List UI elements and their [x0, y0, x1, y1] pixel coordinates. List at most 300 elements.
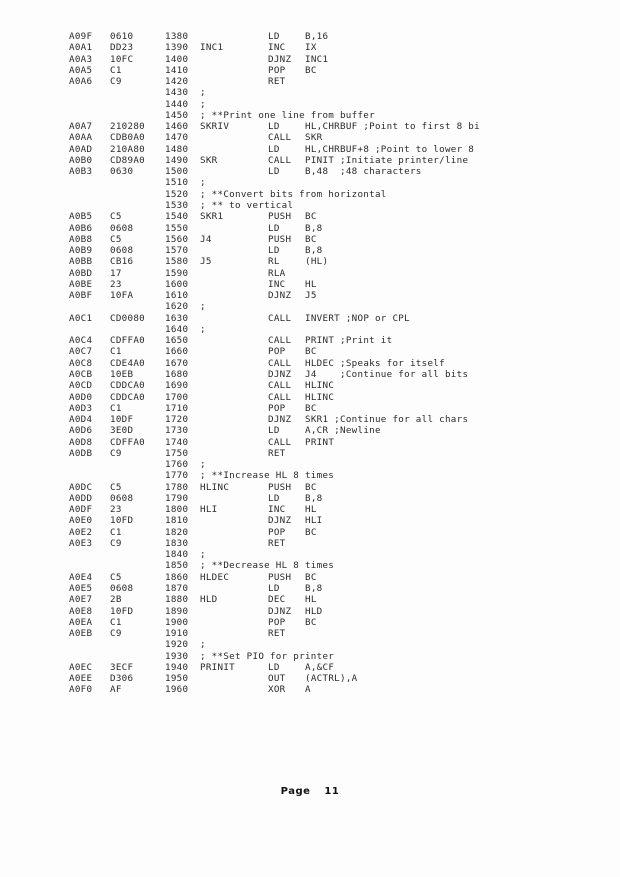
listing-line [0, 144, 620, 155]
memory-address: A0CD [69, 380, 93, 392]
opcode: LD [268, 222, 280, 234]
comment-text: ; **Print one line from buffer [200, 109, 375, 121]
line-number: 1610 [165, 290, 189, 302]
opcode: CALL [268, 436, 292, 448]
comment-text: ; [200, 301, 206, 313]
label-name: HLDEC [200, 571, 230, 583]
machine-code: CDB0A0 [110, 132, 145, 144]
opcode: CALL [268, 335, 292, 347]
listing-line [0, 380, 620, 391]
machine-code: AF [110, 684, 122, 696]
memory-address: A0F0 [69, 684, 93, 696]
opcode: PUSH [268, 481, 292, 493]
line-number: 1710 [165, 402, 189, 414]
opcode: LD [268, 661, 280, 673]
operands: PINIT ;Initiate printer/line [305, 154, 469, 166]
machine-code: C5 [110, 211, 122, 223]
label-name: HLI [200, 504, 218, 516]
opcode: RLA [268, 267, 286, 279]
listing-line [0, 437, 620, 448]
opcode: CALL [268, 357, 292, 369]
comment-text: ; [200, 87, 206, 99]
operands: PRINT [305, 436, 335, 448]
operands: BC [305, 233, 317, 245]
listing-line [0, 527, 620, 538]
machine-code: 10EB [110, 368, 134, 380]
listing-line [0, 673, 620, 684]
memory-address: A0B3 [69, 166, 93, 178]
machine-code: 10DF [110, 414, 134, 426]
opcode: PUSH [268, 211, 292, 223]
opcode: RET [268, 537, 286, 549]
line-number: 1620 [165, 301, 189, 313]
operands: BC [305, 64, 317, 76]
listing-line [0, 346, 620, 357]
memory-address: A0B8 [69, 233, 93, 245]
comment-text: ; ** to vertical [200, 199, 294, 211]
machine-code: 10FD [110, 515, 134, 527]
memory-address: A0DF [69, 504, 93, 516]
machine-code: CB16 [110, 256, 134, 268]
opcode: INC [268, 278, 286, 290]
machine-code: C1 [110, 526, 122, 538]
line-number: 1380 [165, 31, 189, 42]
line-number: 1830 [165, 537, 189, 549]
memory-address: A0E7 [69, 594, 93, 606]
operands: A,&CF [305, 661, 335, 673]
opcode: POP [268, 346, 286, 358]
machine-code: 10FA [110, 290, 134, 302]
label-name: SKR1 [200, 211, 224, 223]
comment-text: ; **Decrease HL 8 times [200, 560, 335, 572]
memory-address: A0B6 [69, 222, 93, 234]
label-name: J4 [200, 233, 212, 245]
operands: J5 [305, 290, 317, 302]
line-number: 1720 [165, 414, 189, 426]
memory-address: A0BF [69, 290, 93, 302]
listing-line [0, 155, 620, 166]
operands: J4 ;Continue for all bits [305, 368, 469, 380]
line-number: 1430 [165, 87, 189, 99]
listing-line [0, 572, 620, 583]
memory-address: A0EB [69, 628, 93, 640]
memory-address: A0DD [69, 492, 93, 504]
line-number: 1860 [165, 571, 189, 583]
listing-line [0, 87, 620, 98]
line-number: 1680 [165, 368, 189, 380]
listing-line [0, 639, 620, 650]
line-number: 1510 [165, 177, 189, 189]
comment-text: ; [200, 459, 206, 471]
operands: SKR1 ;Continue for all chars [305, 414, 469, 426]
machine-code: C5 [110, 233, 122, 245]
page-footer [0, 786, 620, 797]
machine-code: 0608 [110, 245, 134, 257]
listing-line [0, 42, 620, 53]
line-number: 1760 [165, 459, 189, 471]
operands: BC [305, 402, 317, 414]
listing-line [0, 493, 620, 504]
memory-address: A0E3 [69, 537, 93, 549]
comment-text: ; **Convert bits from horizontal [200, 188, 387, 200]
line-number: 1850 [165, 560, 189, 572]
opcode: DEC [268, 594, 286, 606]
label-name: SKR [200, 154, 218, 166]
memory-address: A0B9 [69, 245, 93, 257]
line-number: 1600 [165, 278, 189, 290]
operands: HLINC [305, 391, 335, 403]
memory-address: A0EE [69, 673, 93, 685]
comment-text: ; [200, 98, 206, 110]
memory-address: A0EA [69, 616, 93, 628]
machine-code: C9 [110, 537, 122, 549]
machine-code: C1 [110, 402, 122, 414]
page-label: Page [280, 786, 311, 797]
opcode: DJNZ [268, 515, 292, 527]
machine-code: 0610 [110, 31, 134, 42]
machine-code: 3E0D [110, 425, 134, 437]
line-number: 1920 [165, 639, 189, 651]
operands: B,8 [305, 245, 323, 257]
opcode: RL [268, 256, 280, 268]
listing-line [0, 470, 620, 481]
listing-line [0, 414, 620, 425]
opcode: LD [268, 425, 280, 437]
machine-code: 2B [110, 594, 122, 606]
opcode: PUSH [268, 233, 292, 245]
listing-line [0, 31, 620, 42]
line-number: 1820 [165, 526, 189, 538]
machine-code: C9 [110, 628, 122, 640]
opcode: LD [268, 583, 280, 595]
label-name: SKRIV [200, 121, 230, 133]
listing-line [0, 290, 620, 301]
comment-text: ; [200, 323, 206, 335]
line-number: 1570 [165, 245, 189, 257]
memory-address: A0A3 [69, 53, 93, 65]
opcode: CALL [268, 312, 292, 324]
opcode: RET [268, 76, 286, 88]
listing-line [0, 549, 620, 560]
machine-code: DD23 [110, 42, 134, 54]
listing-line [0, 301, 620, 312]
listing-line [0, 684, 620, 695]
line-number: 1490 [165, 154, 189, 166]
listing-line [0, 211, 620, 222]
operands: HL,CHRBUF+8 ;Point to lower 8 [305, 143, 475, 155]
memory-address: A0D3 [69, 402, 93, 414]
listing-line [0, 617, 620, 628]
listing-line [0, 628, 620, 639]
line-number: 1590 [165, 267, 189, 279]
memory-address: A0A1 [69, 42, 93, 54]
listing-line [0, 448, 620, 459]
operands: (HL) [305, 256, 329, 268]
line-number: 1650 [165, 335, 189, 347]
machine-code: CDFFA0 [110, 335, 145, 347]
machine-code: 17 [110, 267, 122, 279]
machine-code: 23 [110, 278, 122, 290]
line-number: 1560 [165, 233, 189, 245]
opcode: DJNZ [268, 605, 292, 617]
listing-line [0, 279, 620, 290]
line-number: 1390 [165, 42, 189, 54]
operands: B,16 [305, 31, 329, 42]
memory-address: A0B5 [69, 211, 93, 223]
operands: PRINT ;Print it [305, 335, 393, 347]
page-number: 11 [324, 786, 340, 797]
memory-address: A0E8 [69, 605, 93, 617]
comment-text: ; **Set PIO for printer [200, 650, 335, 662]
listing-line [0, 392, 620, 403]
memory-address: A0C1 [69, 312, 93, 324]
line-number: 1800 [165, 504, 189, 516]
opcode: RET [268, 628, 286, 640]
operands: INC1 [305, 53, 329, 65]
opcode: POP [268, 616, 286, 628]
listing-line [0, 166, 620, 177]
line-number: 1500 [165, 166, 189, 178]
memory-address: A0BE [69, 278, 93, 290]
comment-text: ; **Increase HL 8 times [200, 470, 335, 482]
line-number: 1480 [165, 143, 189, 155]
line-number: 1870 [165, 583, 189, 595]
listing-line [0, 54, 620, 65]
listing-line [0, 121, 620, 132]
operands: HL [305, 504, 317, 516]
machine-code: 10FD [110, 605, 134, 617]
memory-address: A0CB [69, 368, 93, 380]
memory-address: A0E5 [69, 583, 93, 595]
opcode: CALL [268, 132, 292, 144]
operands: SKR [305, 132, 323, 144]
line-number: 1880 [165, 594, 189, 606]
listing-line [0, 606, 620, 617]
operands: HLINC [305, 380, 335, 392]
listing-line [0, 99, 620, 110]
memory-address: A0E4 [69, 571, 93, 583]
comment-text: ; [200, 549, 206, 561]
memory-address: A0C4 [69, 335, 93, 347]
opcode: LD [268, 31, 280, 42]
line-number: 1660 [165, 346, 189, 358]
line-number: 1840 [165, 549, 189, 561]
listing-line [0, 200, 620, 211]
listing-line [0, 662, 620, 673]
opcode: OUT [268, 673, 286, 685]
label-name: HLINC [200, 481, 230, 493]
machine-code: CDDCA0 [110, 380, 145, 392]
line-number: 1910 [165, 628, 189, 640]
machine-code: C5 [110, 481, 122, 493]
listing-line [0, 651, 620, 662]
operands: BC [305, 526, 317, 538]
listing-line [0, 560, 620, 571]
listing-line [0, 65, 620, 76]
operands: (ACTRL),A [305, 673, 358, 685]
line-number: 1410 [165, 64, 189, 76]
opcode: LD [268, 492, 280, 504]
operands: A,CR ;Newline [305, 425, 381, 437]
listing-line [0, 223, 620, 234]
operands: BC [305, 571, 317, 583]
memory-address: A0DB [69, 447, 93, 459]
opcode: POP [268, 402, 286, 414]
opcode: LD [268, 166, 280, 178]
machine-code: C5 [110, 571, 122, 583]
listing-line [0, 245, 620, 256]
line-number: 1930 [165, 650, 189, 662]
operands: B,8 [305, 222, 323, 234]
listing-line [0, 538, 620, 549]
line-number: 1540 [165, 211, 189, 223]
memory-address: A0AD [69, 143, 93, 155]
operands: B,8 [305, 492, 323, 504]
opcode: POP [268, 64, 286, 76]
machine-code: C1 [110, 616, 122, 628]
machine-code: C1 [110, 346, 122, 358]
machine-code: 210A80 [110, 143, 145, 155]
operands: BC [305, 481, 317, 493]
label-name: INC1 [200, 42, 224, 54]
listing-line [0, 189, 620, 200]
operands: B,8 [305, 583, 323, 595]
opcode: XOR [268, 684, 286, 696]
listing-line [0, 504, 620, 515]
opcode: POP [268, 526, 286, 538]
line-number: 1530 [165, 199, 189, 211]
machine-code: CD89A0 [110, 154, 145, 166]
line-number: 1790 [165, 492, 189, 504]
operands: HLI [305, 515, 323, 527]
listing-line [0, 403, 620, 414]
memory-address: A0E2 [69, 526, 93, 538]
listing-line [0, 358, 620, 369]
opcode: CALL [268, 380, 292, 392]
memory-address: A0DC [69, 481, 93, 493]
memory-address: A0EC [69, 661, 93, 673]
operands: HL,CHRBUF ;Point to first 8 bi [305, 121, 480, 133]
machine-code: CDE4A0 [110, 357, 145, 369]
line-number: 1750 [165, 447, 189, 459]
memory-address: A0BD [69, 267, 93, 279]
opcode: DJNZ [268, 53, 292, 65]
operands: INVERT ;NOP or CPL [305, 312, 410, 324]
line-number: 1690 [165, 380, 189, 392]
operands: A [305, 684, 311, 696]
listing-line [0, 369, 620, 380]
machine-code: 210280 [110, 121, 145, 133]
machine-code: 0608 [110, 492, 134, 504]
comment-text: ; [200, 177, 206, 189]
memory-address: A09F [69, 31, 93, 42]
memory-address: A0B0 [69, 154, 93, 166]
machine-code: 0608 [110, 222, 134, 234]
machine-code: 0608 [110, 583, 134, 595]
line-number: 1950 [165, 673, 189, 685]
line-number: 1520 [165, 188, 189, 200]
label-name: PRINIT [200, 661, 235, 673]
operands: HLD [305, 605, 323, 617]
machine-code: 23 [110, 504, 122, 516]
listing-line [0, 268, 620, 279]
opcode: RET [268, 447, 286, 459]
listing-line [0, 459, 620, 470]
opcode: INC [268, 504, 286, 516]
line-number: 1400 [165, 53, 189, 65]
listing-line [0, 324, 620, 335]
line-number: 1890 [165, 605, 189, 617]
line-number: 1440 [165, 98, 189, 110]
machine-code: 10FC [110, 53, 134, 65]
memory-address: A0D4 [69, 414, 93, 426]
memory-address: A0A6 [69, 76, 93, 88]
line-number: 1780 [165, 481, 189, 493]
memory-address: A0D0 [69, 391, 93, 403]
operands: BC [305, 211, 317, 223]
line-number: 1630 [165, 312, 189, 324]
machine-code: CDDCA0 [110, 391, 145, 403]
operands: HL [305, 594, 317, 606]
line-number: 1550 [165, 222, 189, 234]
opcode: PUSH [268, 571, 292, 583]
opcode: LD [268, 245, 280, 257]
listing-line [0, 594, 620, 605]
line-number: 1770 [165, 470, 189, 482]
opcode: CALL [268, 391, 292, 403]
operands: BC [305, 616, 317, 628]
opcode: DJNZ [268, 290, 292, 302]
operands: IX [305, 42, 317, 54]
operands: HL [305, 278, 317, 290]
listing-line [0, 234, 620, 245]
listing-line [0, 482, 620, 493]
listing-line [0, 132, 620, 143]
operands: B,48 ;48 characters [305, 166, 422, 178]
assembly-listing [0, 31, 620, 696]
line-number: 1640 [165, 323, 189, 335]
memory-address: A0C8 [69, 357, 93, 369]
listing-line [0, 76, 620, 87]
line-number: 1420 [165, 76, 189, 88]
listing-line [0, 335, 620, 346]
machine-code: CDFFA0 [110, 436, 145, 448]
listing-line [0, 425, 620, 436]
machine-code: C9 [110, 447, 122, 459]
line-number: 1460 [165, 121, 189, 133]
machine-code: 0630 [110, 166, 134, 178]
listing-line [0, 177, 620, 188]
line-number: 1580 [165, 256, 189, 268]
memory-address: A0BB [69, 256, 93, 268]
opcode: INC [268, 42, 286, 54]
operands: HLDEC ;Speaks for itself [305, 357, 445, 369]
listing-line [0, 583, 620, 594]
listing-line [0, 313, 620, 324]
memory-address: A0C7 [69, 346, 93, 358]
line-number: 1730 [165, 425, 189, 437]
memory-address: A0A7 [69, 121, 93, 133]
listing-line [0, 256, 620, 267]
machine-code: C1 [110, 64, 122, 76]
listing-line [0, 515, 620, 526]
memory-address: A0E0 [69, 515, 93, 527]
opcode: CALL [268, 154, 292, 166]
comment-text: ; [200, 639, 206, 651]
memory-address: A0D6 [69, 425, 93, 437]
machine-code: CD0080 [110, 312, 145, 324]
line-number: 1740 [165, 436, 189, 448]
